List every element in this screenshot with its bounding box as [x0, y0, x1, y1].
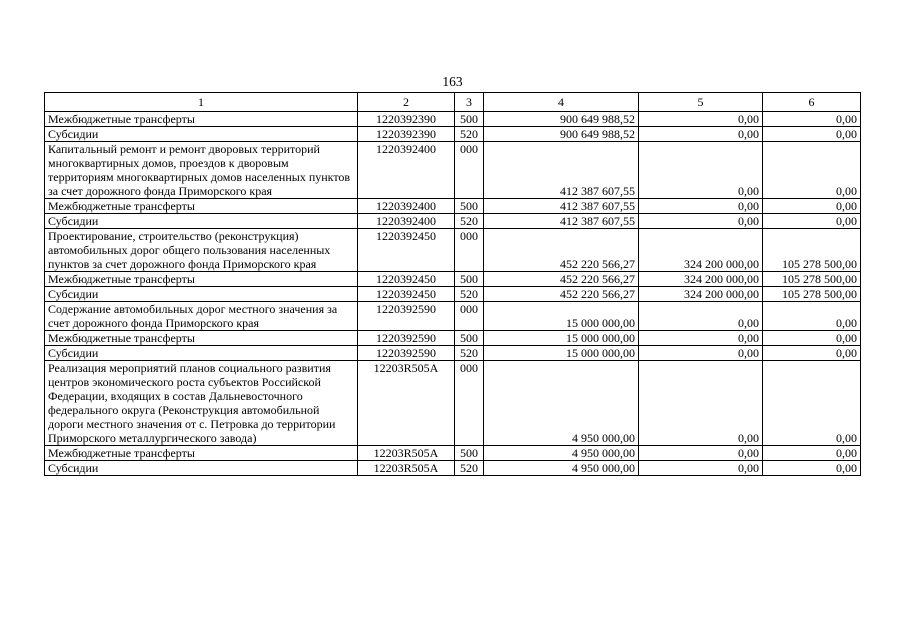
table-row	[45, 214, 861, 229]
row-amount-col4: 412 387 607,55	[484, 199, 639, 214]
row-description: Субсидии	[45, 287, 358, 302]
row-amount-col5: 0,00	[639, 331, 763, 346]
row-amount-col6: 0,00	[763, 199, 861, 214]
column-header: 5	[639, 93, 763, 112]
row-description: Проектирование, строительство (реконструкция) автомобильных дорог общего пользования населенных пунктов за счет дорожного фонда Приморского края	[45, 229, 358, 272]
row-amount-col5: 0,00	[639, 446, 763, 461]
table-row	[45, 331, 861, 346]
row-target-code: 1220392450	[358, 229, 455, 272]
row-amount-col5: 324 200 000,00	[639, 287, 763, 302]
table-row	[45, 229, 861, 272]
row-amount-col5: 0,00	[639, 199, 763, 214]
row-amount-col4: 4 950 000,00	[484, 461, 639, 476]
row-description: Капитальный ремонт и ремонт дворовых территорий многоквартирных домов, проездов к дворовым территориям многоквартирных домов населенных пунктов за счет дорожного фонда Приморского края	[45, 142, 358, 199]
table-row	[45, 199, 861, 214]
row-expense-type: 520	[455, 127, 484, 142]
row-expense-type: 500	[455, 199, 484, 214]
header-row	[45, 93, 861, 112]
row-expense-type: 000	[455, 302, 484, 331]
row-amount-col6: 0,00	[763, 302, 861, 331]
row-target-code: 12203R505A	[358, 461, 455, 476]
table-row	[45, 287, 861, 302]
row-description: Субсидии	[45, 127, 358, 142]
row-description: Содержание автомобильных дорог местного значения за счет дорожного фонда Приморского края	[45, 302, 358, 331]
row-description: Межбюджетные трансферты	[45, 446, 358, 461]
row-amount-col5: 0,00	[639, 346, 763, 361]
row-expense-type: 500	[455, 112, 484, 127]
row-amount-col6: 0,00	[763, 112, 861, 127]
row-amount-col6: 0,00	[763, 446, 861, 461]
table-row	[45, 302, 861, 331]
column-header: 6	[763, 93, 861, 112]
table-row	[45, 461, 861, 476]
row-target-code: 12203R505A	[358, 446, 455, 461]
row-expense-type: 500	[455, 272, 484, 287]
row-expense-type: 520	[455, 214, 484, 229]
row-amount-col4: 900 649 988,52	[484, 112, 639, 127]
row-amount-col4: 4 950 000,00	[484, 361, 639, 446]
row-amount-col5: 324 200 000,00	[639, 272, 763, 287]
column-header: 3	[455, 93, 484, 112]
row-expense-type: 500	[455, 331, 484, 346]
row-amount-col6: 105 278 500,00	[763, 229, 861, 272]
row-amount-col4: 412 387 607,55	[484, 214, 639, 229]
row-amount-col5: 324 200 000,00	[639, 229, 763, 272]
row-target-code: 12203R505A	[358, 361, 455, 446]
row-target-code: 1220392400	[358, 199, 455, 214]
row-target-code: 1220392450	[358, 272, 455, 287]
table-row	[45, 346, 861, 361]
row-expense-type: 520	[455, 287, 484, 302]
row-amount-col4: 412 387 607,55	[484, 142, 639, 199]
row-amount-col5: 0,00	[639, 127, 763, 142]
table-row	[45, 361, 861, 446]
row-target-code: 1220392400	[358, 142, 455, 199]
row-target-code: 1220392390	[358, 127, 455, 142]
column-header: 4	[484, 93, 639, 112]
row-target-code: 1220392400	[358, 214, 455, 229]
table-row	[45, 142, 861, 199]
table-row	[45, 446, 861, 461]
row-amount-col6: 0,00	[763, 331, 861, 346]
row-target-code: 1220392450	[358, 287, 455, 302]
row-amount-col6: 0,00	[763, 461, 861, 476]
row-target-code: 1220392390	[358, 112, 455, 127]
row-target-code: 1220392590	[358, 302, 455, 331]
row-target-code: 1220392590	[358, 331, 455, 346]
row-amount-col4: 452 220 566,27	[484, 287, 639, 302]
row-description: Реализация мероприятий планов социального развития центров экономического роста субъектов Российской Федерации, входящих в состав Дальневосточного федерального округа (Реконструкция автомобильной дороги местного значения от с. Петровка до территории Приморского металлургического завода)	[45, 361, 358, 446]
row-amount-col5: 0,00	[639, 142, 763, 199]
row-expense-type: 500	[455, 446, 484, 461]
row-amount-col4: 452 220 566,27	[484, 229, 639, 272]
budget-table	[44, 92, 861, 476]
row-description: Межбюджетные трансферты	[45, 331, 358, 346]
row-amount-col5: 0,00	[639, 112, 763, 127]
row-amount-col4: 900 649 988,52	[484, 127, 639, 142]
row-expense-type: 520	[455, 461, 484, 476]
table-row	[45, 127, 861, 142]
row-expense-type: 000	[455, 229, 484, 272]
row-amount-col6: 0,00	[763, 127, 861, 142]
row-description: Субсидии	[45, 346, 358, 361]
table-row	[45, 112, 861, 127]
column-header: 2	[358, 93, 455, 112]
row-amount-col6: 0,00	[763, 346, 861, 361]
row-description: Межбюджетные трансферты	[45, 199, 358, 214]
row-expense-type: 000	[455, 361, 484, 446]
row-expense-type: 000	[455, 142, 484, 199]
row-target-code: 1220392590	[358, 346, 455, 361]
row-amount-col5: 0,00	[639, 302, 763, 331]
table-row	[45, 272, 861, 287]
row-amount-col4: 15 000 000,00	[484, 346, 639, 361]
row-amount-col5: 0,00	[639, 214, 763, 229]
row-amount-col4: 452 220 566,27	[484, 272, 639, 287]
column-header: 1	[45, 93, 358, 112]
row-amount-col6: 105 278 500,00	[763, 287, 861, 302]
row-amount-col6: 105 278 500,00	[763, 272, 861, 287]
row-description: Субсидии	[45, 461, 358, 476]
row-amount-col6: 0,00	[763, 214, 861, 229]
row-description: Субсидии	[45, 214, 358, 229]
row-amount-col4: 15 000 000,00	[484, 302, 639, 331]
row-amount-col6: 0,00	[763, 142, 861, 199]
row-amount-col6: 0,00	[763, 361, 861, 446]
row-description: Межбюджетные трансферты	[45, 272, 358, 287]
row-amount-col4: 4 950 000,00	[484, 446, 639, 461]
row-amount-col5: 0,00	[639, 361, 763, 446]
page-number: 163	[442, 74, 463, 89]
row-amount-col4: 15 000 000,00	[484, 331, 639, 346]
row-description: Межбюджетные трансферты	[45, 112, 358, 127]
row-amount-col5: 0,00	[639, 461, 763, 476]
row-expense-type: 520	[455, 346, 484, 361]
